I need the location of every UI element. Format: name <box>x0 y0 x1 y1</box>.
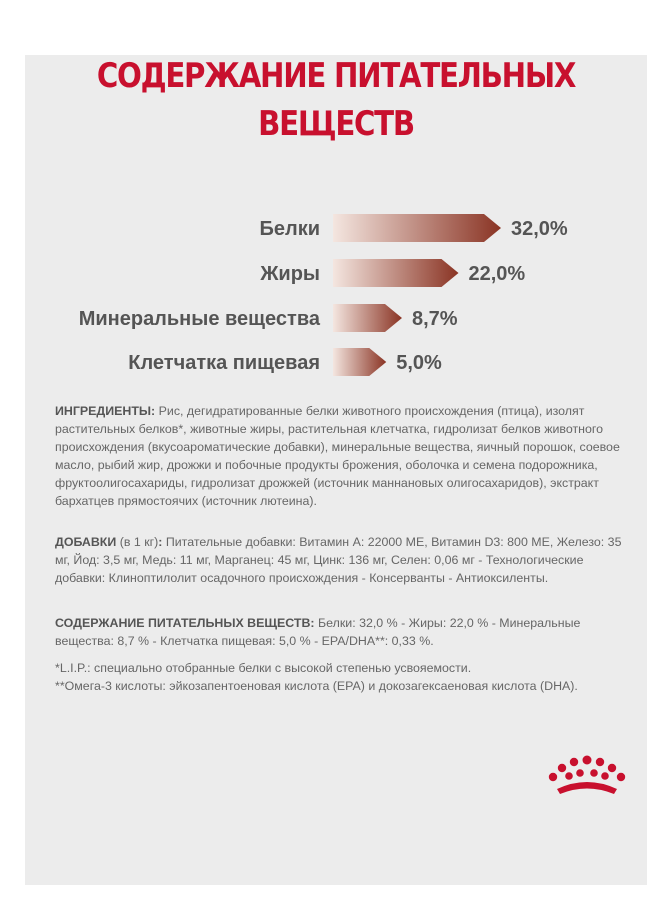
chart-category-label: Жиры <box>260 263 320 285</box>
additives-text: Питательные добавки: Витамин А: 22000 МЕ, Витамин D3: 800 МЕ, Железо: 35 мг, Йод: 3,5 мг, Медь: 11 мг, Марганец: 45 мг, Цинк: 136 мг, Селен: 0,06 мг - Технологические добавки: Клиноптилолит осадочного происхождения - Консерванты - Антиоксиленты. <box>55 535 622 585</box>
footnotes <box>55 659 630 695</box>
chart-bar <box>333 210 513 250</box>
chart-category-label: Белки <box>259 218 320 240</box>
chart-category-label: Минеральные вещества <box>78 308 320 330</box>
chart-value-label: 8,7% <box>411 308 458 330</box>
footnote-lip: *L.I.P.: специально отобранные белки с высокой степенью усвояемости. <box>55 661 472 675</box>
additives-unit: (в 1 кг) <box>116 535 159 549</box>
nutrients-text: Белки: 32,0 % - Жиры: 22,0 % - Минеральные вещества: 8,7 % - Клетчатка пищевая: 5,0 % - EPA/DHA**: 0,33 %. <box>55 616 581 648</box>
additives-colon: : <box>158 535 163 549</box>
title-line-1: СОДЕРЖАНИЕ ПИТАТЕЛЬНЫХ <box>96 56 576 96</box>
footnote-omega: **Омега-3 кислоты: эйкозапентоеновая кислота (EPA) и докозагексаеновая кислота (DHA). <box>55 679 578 693</box>
chart-category-label: Клетчатка пищевая <box>128 352 320 374</box>
ingredients-paragraph <box>55 402 630 510</box>
nutrients-paragraph <box>55 614 630 650</box>
nutrients-heading: СОДЕРЖАНИЕ ПИТАТЕЛЬНЫХ ВЕЩЕСТВ: <box>55 616 315 630</box>
title-line-2: ВЕЩЕСТВ <box>258 104 414 144</box>
chart-value-label: 32,0% <box>511 218 568 240</box>
chart-value-label: 5,0% <box>396 352 442 374</box>
chart-row <box>0 300 672 340</box>
chart-row <box>0 344 672 384</box>
ingredients-heading: ИНГРЕДИЕНТЫ: <box>55 404 156 418</box>
chart-row <box>0 210 672 250</box>
additives-paragraph <box>55 533 630 587</box>
additives-heading: ДОБАВКИ <box>55 535 117 549</box>
ingredients-text: Рис, дегидратированные белки животного происхождения (птица), изолят растительных белков*, животные жиры, растительная клетчатка, гидролизат белков животного происхождения (вкусоароматические добавки), минеральные вещества, яичный порошок, соевое масло, рыбий жир, дрожжи и побочные продукты брожения, оболочка и семена подорожника, фруктоолигосахариды, гидролизат дрожжей (источник маннановых олигосахаридов), экстракт бархатцев прямостоячих (источник лютеина). <box>55 404 620 508</box>
royal-canin-crown-icon <box>545 753 629 803</box>
chart-row <box>0 255 672 295</box>
chart-value-label: 22,0% <box>468 263 526 285</box>
page-title <box>47 52 625 148</box>
